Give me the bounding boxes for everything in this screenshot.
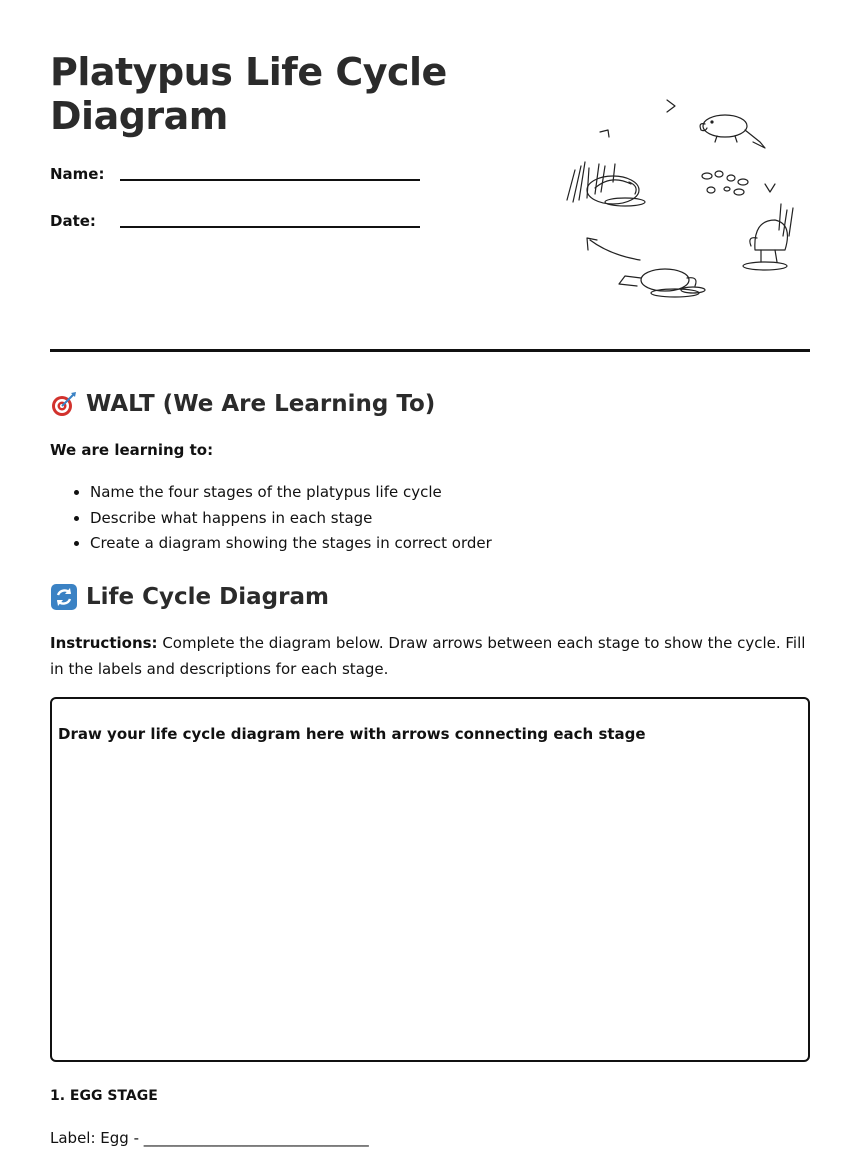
arrow-mark-left [600, 130, 609, 137]
cycle-heading: Life Cycle Diagram [86, 584, 329, 610]
section-divider [50, 349, 810, 352]
name-field[interactable] [50, 165, 420, 195]
cycle-arrows-icon [50, 583, 78, 611]
instructions-paragraph [50, 630, 810, 682]
list-item: • Name the four stages of the platypus life cycle [90, 480, 492, 506]
drawing-prompt: Draw your life cycle diagram here with arrows connecting each stage [58, 725, 646, 743]
list-item: • Describe what happens in each stage [90, 506, 492, 532]
date-line[interactable] [120, 226, 420, 228]
eggs-cluster [702, 171, 748, 195]
adult-platypus-top [700, 115, 765, 148]
stage-label-line[interactable]: Label: Egg - ______________________________ [50, 1129, 369, 1147]
walt-heading-row [50, 390, 435, 418]
name-line[interactable] [120, 179, 420, 181]
learning-goals-list [50, 480, 492, 557]
name-label: Name: [50, 165, 105, 183]
life-cycle-illustration [555, 90, 795, 305]
diagram-drawing-area[interactable] [50, 697, 810, 1062]
instructions-label: Instructions: [50, 634, 158, 652]
curved-arrow [590, 240, 640, 260]
stage-title: 1. EGG STAGE [50, 1088, 158, 1104]
instructions-text: Complete the diagram below. Draw arrows between each stage to show the cycle. Fill in the labels and descriptions for each stage. [50, 634, 806, 678]
nest-platypus [567, 162, 645, 206]
walt-heading: WALT (We Are Learning To) [86, 391, 436, 417]
target-icon [50, 390, 78, 418]
cycle-heading-row [50, 583, 329, 611]
arrow-mark-right [765, 184, 775, 192]
learning-lead: We are learning to: [50, 441, 214, 459]
page-title: Platypus Life Cycle Diagram [50, 50, 447, 138]
juvenile-platypus [619, 269, 705, 297]
date-label: Date: [50, 212, 96, 230]
arrow-mark-top [667, 100, 675, 112]
date-field[interactable] [50, 212, 420, 242]
list-item: • Create a diagram showing the stages in correct order [90, 531, 492, 557]
adult-platypus-sitting [743, 204, 793, 270]
